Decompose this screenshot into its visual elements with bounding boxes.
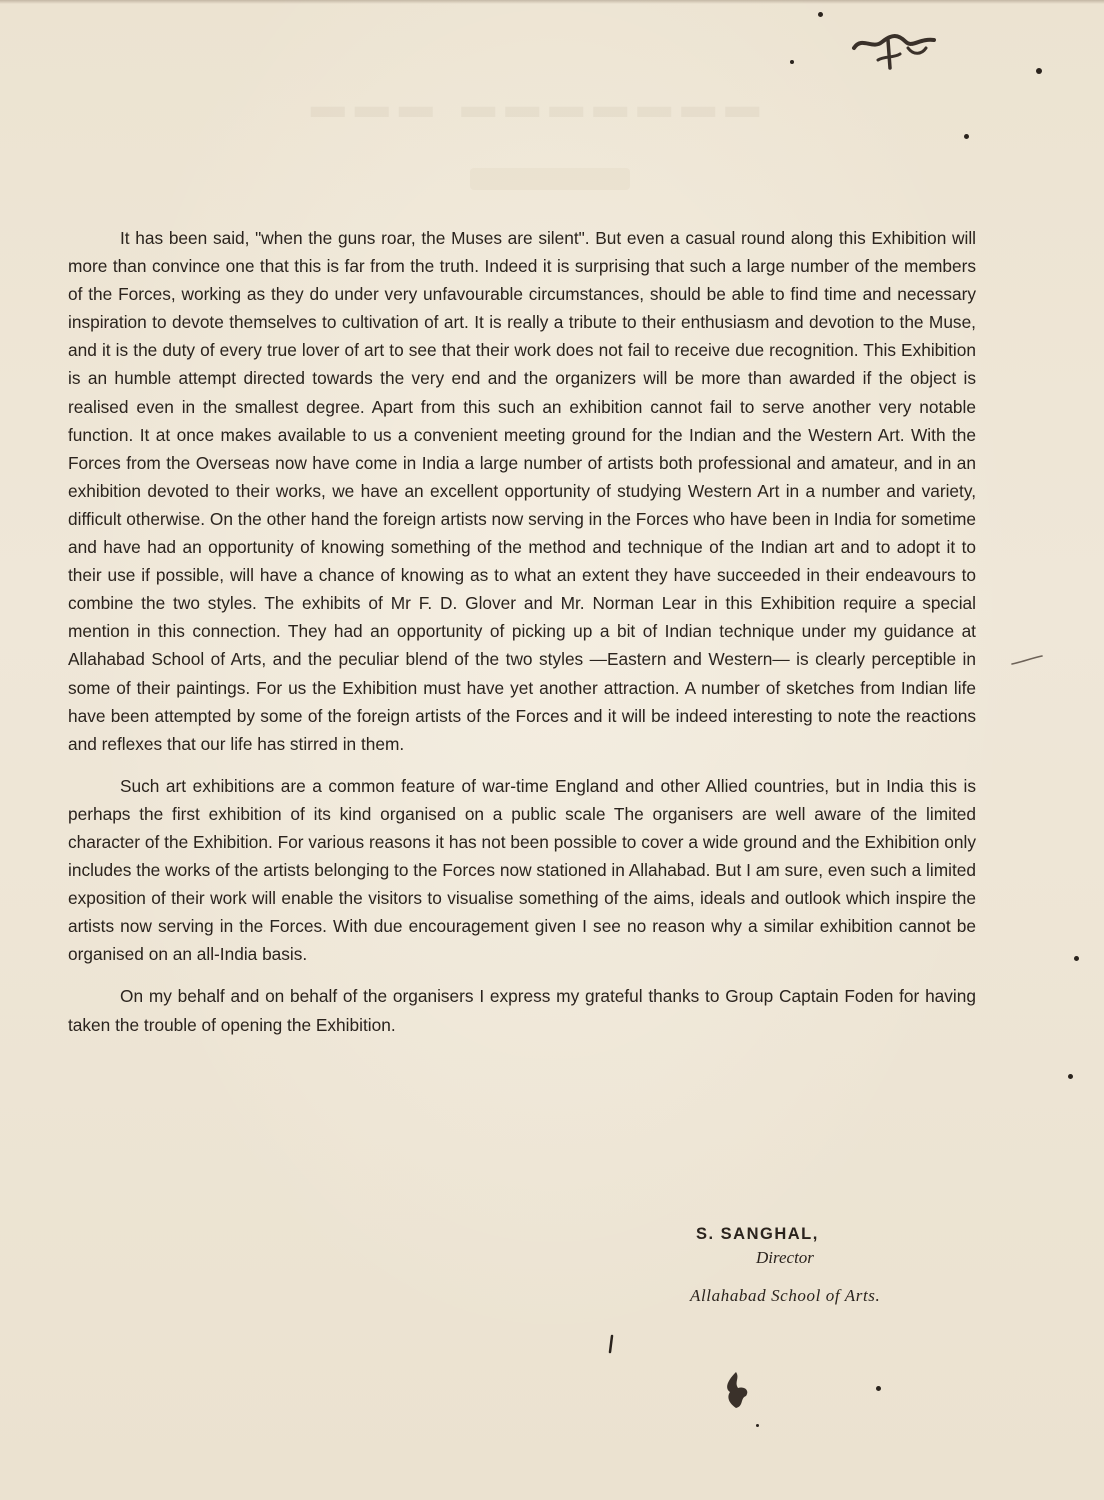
signature-block bbox=[690, 1222, 990, 1308]
paper-speck bbox=[818, 12, 823, 17]
paper-speck bbox=[964, 134, 969, 139]
paragraph-3: On my behalf and on behalf of the organisers I express my grateful thanks to Group Captain Foden for having taken the trouble of opening the Exhibition. bbox=[68, 986, 976, 1035]
paper-speck bbox=[1074, 956, 1079, 961]
letter-body bbox=[68, 224, 976, 1039]
ink-blot-mark bbox=[718, 1368, 758, 1412]
page-top-edge bbox=[0, 0, 1104, 4]
paragraph-2: Such art exhibitions are a common feature of war-time England and other Allied countries, but in India this is perhaps the first exhibition of its kind organised on a public scale The organisers are well aware of the limited character of the Exhibition. For various reasons it has not been possible to cover a wide ground and the Exhibition only includes the works of the artists belonging to the Forces now stationed in Allahabad. But I am sure, even such a limited exposition of their work will enable the visitors to visualise something of the aims, ideals and outlook which inspire the artists now serving in the Forces. With due encouragement given I see no reason why a similar exhibition cannot be organised on an all-India basis. bbox=[68, 775, 976, 965]
paper-speck bbox=[1068, 1074, 1073, 1079]
paper-speck bbox=[876, 1386, 881, 1391]
paper-speck bbox=[756, 1424, 759, 1427]
signatory-title: Director bbox=[756, 1248, 814, 1267]
margin-dash-mark bbox=[1010, 652, 1044, 668]
paper-speck bbox=[790, 60, 794, 64]
show-through-subheading bbox=[470, 168, 630, 190]
paper-speck bbox=[1036, 68, 1042, 74]
paragraph-1: It has been said, "when the guns roar, the Muses are silent". But even a casual round along this Exhibition will more than convince one that this is far from the truth. Indeed it is surprising that such a large number of the members of the Forces, working as they do under very unfavourable circumstances, should be able to find time and necessary inspiration to devote themselves to cultivation of art. It is really a tribute to their enthusiasm and devotion to the Muse, and it is the duty of every true lover of art to see that their work does not fail to receive due recognition. This Exhibition is an humble attempt directed towards the very end and the organizers will be more than awarded if the object is realised even in the smallest degree. Apart from this such an exhibition cannot fail to serve another very notable function. It at once makes available to us a convenient meeting ground for the Indian and the Western Art. With the Forces from the Overseas now have come in India a large number of artists both professional and amateur, and in an exhibition devoted to their works, we have an excellent opportunity of studying Western Art in a number and variety, difficult otherwise. On the other hand the foreign artists now serving in the Forces who have been in India for sometime and have had an opportunity of knowing something of the method and technique of the Indian art and to adopt it to their use if possible, will have a chance of knowing as to what an extent they have succeeded in their endeavours to combine the two styles. The exhibits of Mr F. D. Glover and Mr. Norman Lear in this Exhibition require a special mention in this connection. They had an opportunity of picking up a bit of Indian technique under my guidance at Allahabad School of Arts, and the peculiar blend of the two styles —Eastern and Western— is clearly perceptible in some of their paintings. For us the Exhibition must have yet another attraction. A number of sketches from Indian life have been attempted by some of the foreign artists of the Forces and it will be indeed interesting to note the reactions and reflexes that our life has stirred in them. bbox=[68, 228, 976, 754]
signatory-name: S. SANGHAL, bbox=[696, 1225, 819, 1243]
ink-scribble-mark bbox=[848, 28, 940, 74]
small-ink-stroke bbox=[606, 1334, 616, 1354]
show-through-heading: ▬▬▬ ▬▬▬▬▬▬▬ bbox=[310, 88, 770, 125]
signatory-organization: Allahabad School of Arts. bbox=[690, 1286, 881, 1305]
